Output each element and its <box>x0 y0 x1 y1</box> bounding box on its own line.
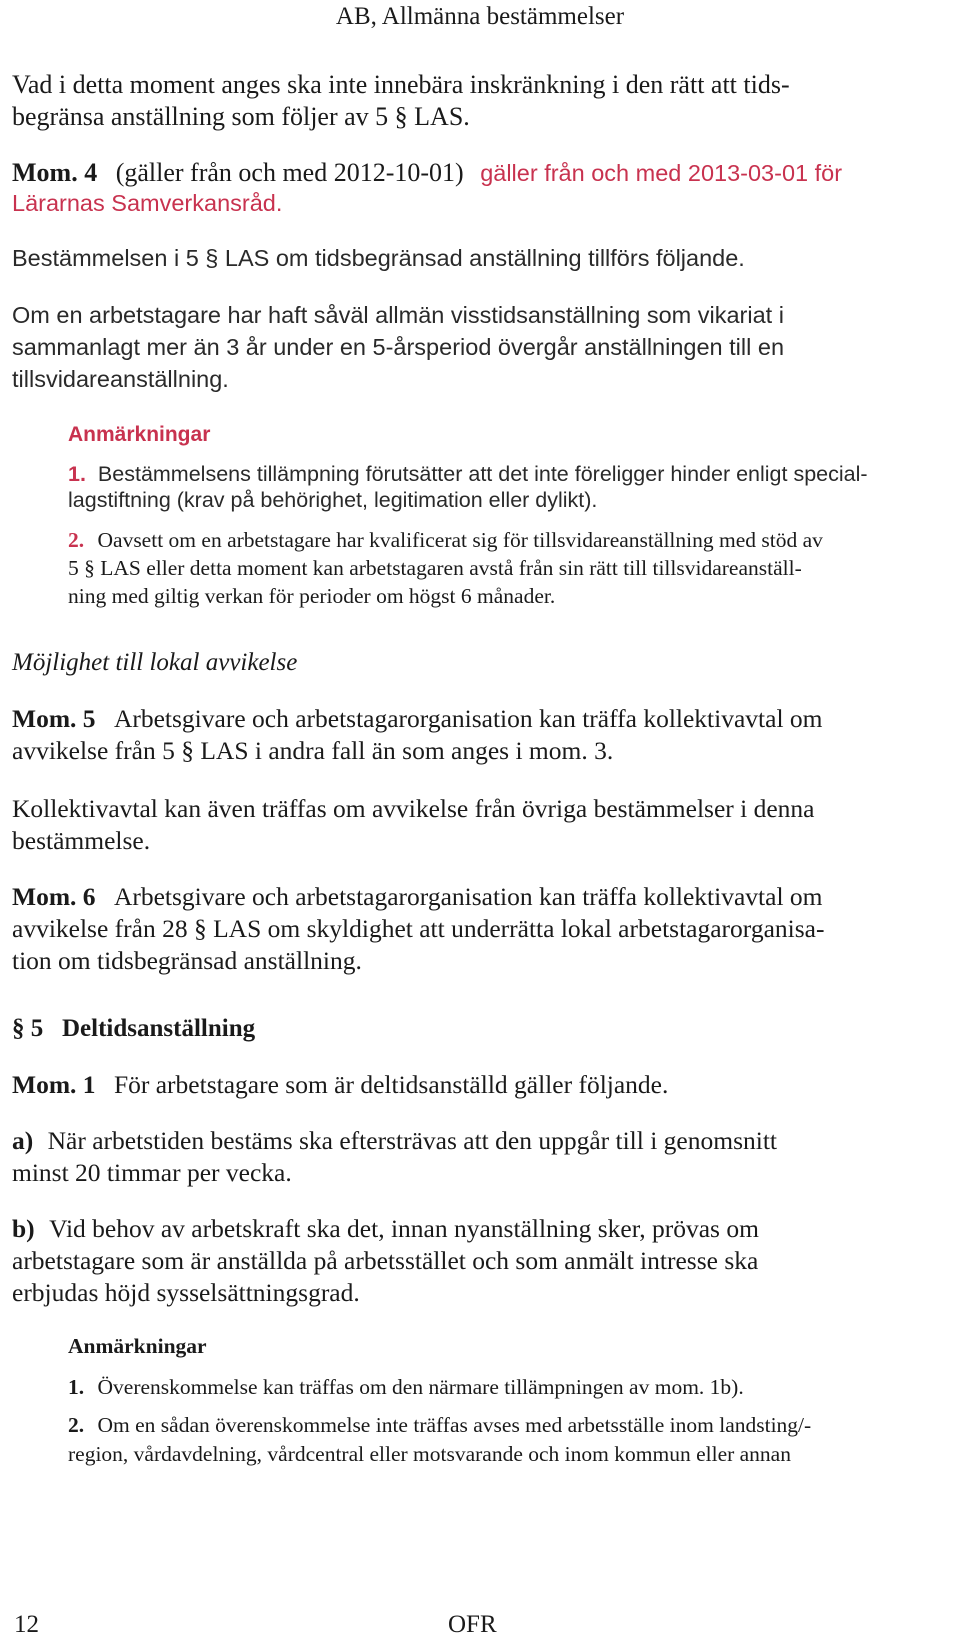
mom6-line-3: tion om tidsbegränsad anställning. <box>12 946 362 975</box>
s5-mom1-a-label: a) <box>12 1126 34 1155</box>
mom4-paragraph-2-line-1: Om en arbetstagare har haft såväl allmän visstidsanställning som vikariat i <box>12 302 784 328</box>
mom4-label: Mom. 4 <box>12 158 98 187</box>
mom4-note-2-line-2: 5 § LAS eller detta moment kan arbetstagaren avstå från sin rätt till tillsvidareanställ- <box>68 556 802 580</box>
mom4-note-2-line-1 <box>68 530 823 552</box>
mom4-note-2-text: Oavsett om en arbetstagare har kvalificerat sig för tillsvidareanställning med stöd av <box>97 528 823 552</box>
s5-notes-heading: Anmärkningar <box>68 1334 207 1358</box>
s5-note-1-number: 1. <box>68 1375 85 1399</box>
s5-note-1 <box>68 1377 744 1399</box>
mom4-notes-heading: Anmärkningar <box>68 423 211 446</box>
mom5-paragraph-2-line-1: Kollektivavtal kan även träffas om avvikelse från övriga bestämmelser i denna <box>12 794 815 823</box>
mom4-new-date: gäller från och med 2013-03-01 för <box>480 160 843 186</box>
s5-mom1-a-text: När arbetstiden bestäms ska eftersträvas att den uppgår till i genomsnitt <box>47 1126 778 1155</box>
mom4-new-date-cont: Lärarnas Samverkansråd. <box>12 190 283 216</box>
mom5-label: Mom. 5 <box>12 704 96 733</box>
s5-note-2-number: 2. <box>68 1413 85 1437</box>
mom4-note-1-number: 1. <box>68 462 86 486</box>
mom4-note-2-line-3: ning med giltig verkan för perioder om högst 6 månader. <box>68 584 556 608</box>
s5-mom1-a-line-2: minst 20 timmar per vecka. <box>12 1158 292 1187</box>
mom4-note-1-line-1 <box>68 464 868 486</box>
mom6-line-2: avvikelse från 28 § LAS om skyldighet att underrätta lokal arbetstagarorganisa- <box>12 914 825 943</box>
intro-line-2: begränsa anställning som följer av 5 § LAS. <box>12 102 470 131</box>
mom4-note-1-line-2: lagstiftning (krav på behörighet, legitimation eller dylikt). <box>68 488 598 512</box>
running-header: AB, Allmänna bestämmelser <box>335 3 625 30</box>
mom5-paragraph-2-line-2: bestämmelse. <box>12 826 151 855</box>
mom5-text: Arbetsgivare och arbetstagarorganisation kan träffa kollektivavtal om <box>113 704 823 733</box>
mom6-text: Arbetsgivare och arbetstagarorganisation kan träffa kollektivavtal om <box>113 882 823 911</box>
footer-organization: OFR <box>448 1611 497 1638</box>
subheading-local-deviation: Möjlighet till lokal avvikelse <box>12 649 298 676</box>
intro-line-1: Vad i detta moment anges ska inte innebära inskränkning i den rätt att tids- <box>12 70 790 99</box>
s5-mom1-text: För arbetstagare som är deltidsanställd gäller följande. <box>113 1070 669 1099</box>
s5-note-2-text: Om en sådan överenskommelse inte träffas avses med arbetsställe inom landsting/- <box>97 1413 812 1437</box>
mom5-line-1 <box>12 706 823 732</box>
mom4-note-2-number: 2. <box>68 528 85 552</box>
s5-mom1-b-line-1 <box>12 1216 759 1242</box>
mom4-old-date: (gäller från och med 2012-10-01) <box>115 158 464 187</box>
s5-mom1-b-line-3: erbjudas höjd sysselsättningsgrad. <box>12 1278 360 1307</box>
s5-note-1-text: Överenskommelse kan träffas om den närmare tillämpningen av mom. 1b). <box>97 1375 744 1399</box>
mom4-heading-line <box>12 160 842 186</box>
section-5-heading: § 5 Deltidsanställning <box>12 1015 256 1042</box>
mom6-line-1 <box>12 884 823 910</box>
s5-mom1-label: Mom. 1 <box>12 1070 96 1099</box>
s5-note-2-line-2: region, vårdavdelning, vårdcentral eller motsvarande och inom kommun eller annan <box>68 1442 791 1466</box>
s5-mom1-a-line-1 <box>12 1128 777 1154</box>
s5-mom1-b-label: b) <box>12 1214 35 1243</box>
mom4-note-1-text: Bestämmelsens tillämpning förutsätter att det inte föreligger hinder enligt special- <box>97 462 868 486</box>
s5-note-2-line-1 <box>68 1415 811 1437</box>
mom6-label: Mom. 6 <box>12 882 96 911</box>
s5-mom1-line <box>12 1072 668 1098</box>
page-number: 12 <box>14 1611 39 1638</box>
mom4-paragraph-1: Bestämmelsen i 5 § LAS om tidsbegränsad anställning tillförs följande. <box>12 245 745 271</box>
mom5-line-2: avvikelse från 5 § LAS i andra fall än som anges i mom. 3. <box>12 736 614 765</box>
s5-mom1-b-text: Vid behov av arbetskraft ska det, innan nyanställning sker, prövas om <box>49 1214 759 1243</box>
s5-mom1-b-line-2: arbetstagare som är anställda på arbetsstället och som anmält intresse ska <box>12 1246 759 1275</box>
mom4-paragraph-2-line-2: sammanlagt mer än 3 år under en 5-årsperiod övergår anställningen till en <box>12 334 785 360</box>
mom4-paragraph-2-line-3: tillsvidareanställning. <box>12 366 229 392</box>
